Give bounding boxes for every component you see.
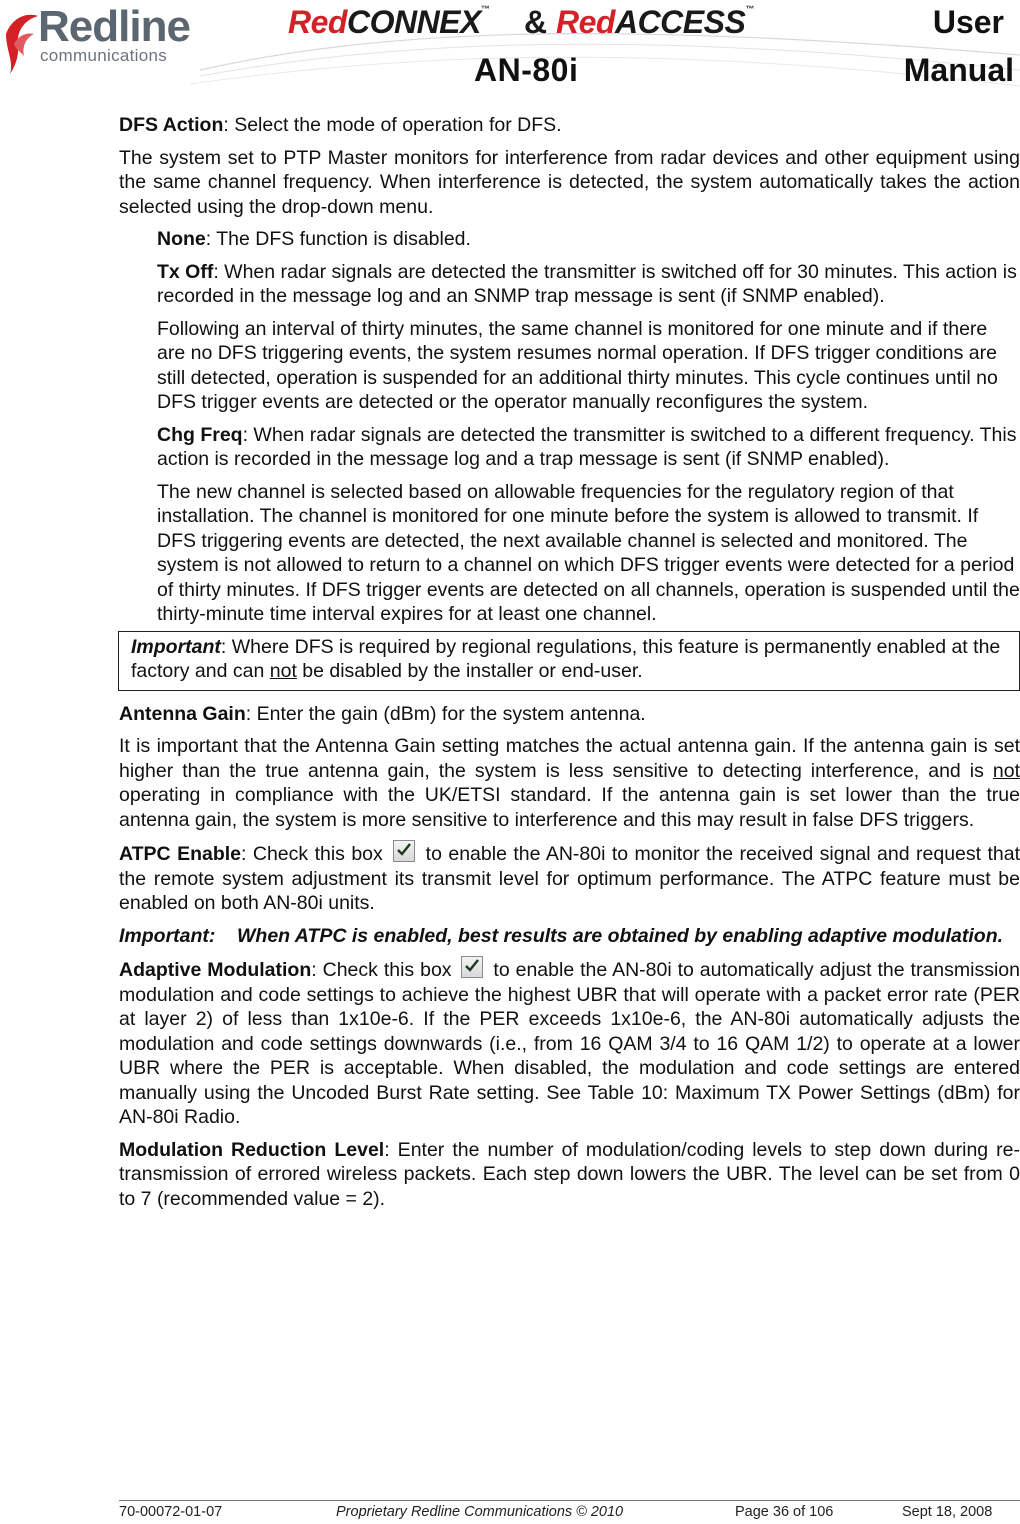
brand-redconnex <box>288 4 489 41</box>
modred-text: : Enter the number of modulation/coding levels to step down during re-transmission of errored wireless packets. Each step down lowers the UBR. The level can be set from 0 to 7 (recommended value = 2). <box>119 1138 1020 1210</box>
adaptive-text-2: to enable the AN-80i to automatically adjust the transmission modulation and code settings to achieve the highest UBR that will operate with a packet error rate (PER at layer 2) of less than 1x10e-6. If the PER exceeds 1x10e-6, the AN-80i automatically adjusts the modulation and code settings downwards (i.e., from 16 QAM 3/4 to 16 QAM 1/2) to operate at a lower UBR where the PER is acceptable. When disabled, the modulation and code settings are entered manually using the Uncoded Burst Rate setting. See Table 10: Maximum TX Power Settings (dBm) for AN-80i Radio. <box>119 959 1020 1128</box>
option-chgfreq-text: : When radar signals are detected the transmitter is switched to a different frequency. This action is recorded in the message log and a trap message is sent (if SNMP enabled). <box>157 423 1017 470</box>
brand-redaccess-rest: ACCESS <box>614 4 746 40</box>
redline-logo-icon <box>4 6 42 76</box>
header-manual: Manual <box>903 52 1014 88</box>
atpc-text-1: : Check this box <box>241 843 383 865</box>
atpc-important-text: When ATPC is enabled, best results are obtained by enabling adaptive modulation. <box>237 924 1004 947</box>
brand-redconnex-red: Red <box>288 4 347 40</box>
note-not: not <box>269 660 297 682</box>
logo-wordmark: Redline <box>38 2 190 51</box>
important-note-box <box>118 631 1020 691</box>
brand-redconnex-tm: ™ <box>480 4 490 14</box>
atpc-text-2: to enable the AN-80i to monitor the received signal and request that the remote system adjustment its transmit level for optimum performance. The ATPC feature must be enabled on both AN-80i units. <box>119 843 1020 914</box>
atpc-important-label: Important: <box>119 924 216 947</box>
option-none-text: : The DFS function is disabled. <box>205 228 471 250</box>
adaptive-title: Adaptive Modulation <box>119 959 312 981</box>
note-text-1: : Where DFS is required by regional regulations, this feature is permanently enabled at the factory and can <box>131 635 1001 682</box>
footer-proprietary: Proprietary Redline Communications © 2010 <box>336 1504 624 1520</box>
checked-checkbox-icon <box>461 956 483 978</box>
dfs-description: The system set to PTP Master monitors for interference from radar devices and other equipment using the same channel frequency. When interference is detected, the system automatically takes the action selected using the drop-down menu. <box>119 146 1020 218</box>
adaptive-modulation-para <box>119 956 1020 1130</box>
footer-page-number: Page 36 of 106 <box>735 1504 834 1520</box>
note-label: Important <box>131 635 221 658</box>
dfs-action-para <box>119 113 1020 138</box>
adaptive-text-1: : Check this box <box>311 959 452 981</box>
option-none-title: None <box>157 228 206 250</box>
option-txoff-text: : When radar signals are detected the transmitter is switched off for 30 minutes. This action is recorded in the message log and an SNMP trap message is sent (if SNMP enabled). <box>157 260 1017 307</box>
option-chgfreq <box>157 423 1020 472</box>
brand-redconnex-rest: CONNEX <box>346 4 481 40</box>
option-txoff-follow: Following an interval of thirty minutes, the same channel is monitored for one minute and if there are no DFS triggering events, the system resumes normal operation. If DFS trigger conditions are still detected, operation is suspended for an additional thirty minutes. This cycle continues until no DFS trigger events are detected or the operator manually reconfigures the system. <box>157 317 998 413</box>
page-content <box>119 113 1020 1211</box>
atpc-title: ATPC Enable <box>119 843 242 865</box>
modulation-reduction-para <box>119 1138 1020 1212</box>
checked-checkbox-icon <box>393 840 415 862</box>
note-text-2: be disabled by the installer or end-user. <box>296 660 643 682</box>
atpc-enable-para <box>119 840 1020 916</box>
logo-subtitle: communications <box>40 46 168 65</box>
page-header <box>0 0 1020 100</box>
modred-title: Modulation Reduction Level <box>119 1138 385 1161</box>
option-none <box>157 227 1020 252</box>
gain-desc-2: operating in compliance with the UK/ETSI standard. If the antenna gain is set lower than the true antenna gain, the system is more sensitive to interference and this may result in false DFS triggers. <box>119 784 1020 831</box>
gain-desc-1: It is important that the Antenna Gain setting matches the actual antenna gain. If the antenna gain is set higher than the true antenna gain, the system is less sensitive to detecting interference, and is <box>119 735 1020 782</box>
brand-redaccess-tm: ™ <box>745 4 754 14</box>
brand-redaccess-red: Red <box>556 4 615 40</box>
dfs-action-text: : Select the mode of operation for DFS. <box>223 114 562 136</box>
header-user: User <box>932 4 1004 40</box>
option-chgfreq-follow: The new channel is selected based on allowable frequencies for the regulatory region of that installation. The channel is monitored for one minute before the system is allowed to transmit. If DFS triggering events are detected, the next available channel is selected and monitored. The system is not allowed to return to a channel on which DFS trigger events were detected for a period of thirty minutes. If DFS trigger events are detected on all channels, operation is suspended until the thirty-minute time interval expires for at least one channel. <box>157 480 1020 625</box>
model-title: AN-80i <box>474 52 579 88</box>
option-txoff <box>157 260 1020 309</box>
atpc-important <box>119 924 1020 949</box>
antenna-gain-title: Antenna Gain <box>119 702 246 725</box>
option-chgfreq-title: Chg Freq <box>157 423 243 446</box>
gain-not: not <box>992 759 1020 782</box>
footer-divider <box>119 1500 1020 1501</box>
antenna-gain-description <box>119 734 1020 832</box>
option-txoff-title: Tx Off <box>157 260 214 283</box>
antenna-gain-text: : Enter the gain (dBm) for the system antenna. <box>245 702 646 725</box>
footer-doc-number: 70-00072-01-07 <box>119 1504 223 1520</box>
antenna-gain-para <box>119 702 1020 727</box>
dfs-options-list <box>157 227 1020 627</box>
dfs-action-title: DFS Action <box>119 114 224 136</box>
brand-redaccess <box>556 4 754 41</box>
footer-date: Sept 18, 2008 <box>902 1504 993 1520</box>
brand-ampersand: & <box>524 4 548 40</box>
